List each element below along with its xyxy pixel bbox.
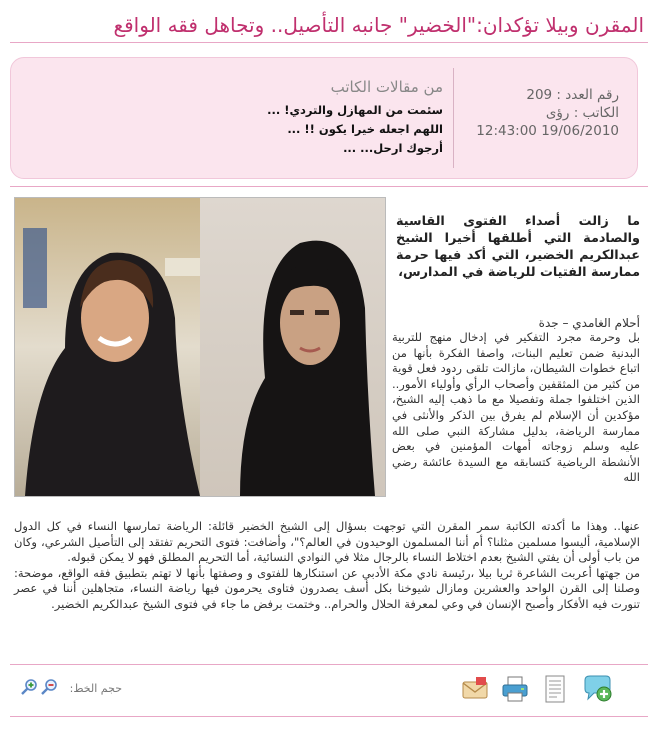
font-size-label: حجم الخط: — [69, 682, 122, 695]
zoom-out-icon[interactable] — [40, 678, 58, 696]
article-photo — [14, 197, 386, 497]
author-article-link[interactable]: سئمت من المهازل والتردي! ... — [267, 103, 443, 117]
article-title: المقرن وبيلا تؤكدان:"الخضير" جانبه التأصيل.. وتجاهل فقه الواقع — [113, 13, 644, 37]
article-paragraph: من جهتها أعربت الشاعرة ثريا بيلا ،رئيسة نادي مكة الأدبي عن استنكارها للفتوى و وصفتها بأنها لا تهتم بتطبيق فقه الواقع، موضحة: وصلنا إلى القرن الواحد والعشرين ومازال شيوخنا بكل أسف يصدرون فتاوى يحرمون فيها رياضة النساء، متجاهلين أننا في عصر تنورت فيه الأفكار وأصبح الإنسان في وعي لمعرفة الحلال والحرام.. وختمت برفض ما جاء في فتوى الشيخ عبدالكريم الخضير. — [14, 565, 640, 611]
issue-number: رقم العدد : 209 — [526, 87, 619, 103]
toolbar-divider — [10, 664, 648, 665]
article-paragraph: عنها.. وهذا ما أكدته الكاتبة سمر المقرن التي توجهت بسؤال إلى الشيخ الخضير قائلة: الرياضة تمارسها النساء في كل الدول الإسلامية، أليسوا مسلمين مثلنا؟ أم أننا المسلمون الوحيدون في العالم؟"، وأضافت: فتوى التحريم تفتقد إلى التأصيل الشرعي، وكان من باب أولى أن يفتي الشيخ بعدم اختلاط النساء بالرجال مثلا في النوادي النسائية، أما التحريم المطلق فهو لا يمكن قبوله. — [14, 519, 640, 565]
author-article-link[interactable]: اللهم اجعله خيرا يكون !! ... — [287, 122, 443, 136]
article-body-side: بل وحرمة مجرد التفكير في إدخال منهج للتربية البدنية ضمن تعليم البنات، واصفا الفكرة بأنها من اتباع خطوات الشيطان، مازالت تلقى ردود فعل قوية من كثير من المثقفين وأصحاب الرأي وأولياء الأمور.. الذين اختلفوا جملة وتفصيلا مع ما ذهب إليه الشيخ، مؤكدين أن الإسلام لم يفرق بين الذكر والأنثى في ممارسة الرياضة، بدليل مشاركة النبي صلى الله عليه وسلم زوجاته أمهات المؤمنين في بعض الأنشطة الرياضية كتسابقه مع السيدة عائشة رضي الله — [392, 330, 640, 485]
page-bottom-divider — [10, 716, 648, 717]
article-body — [14, 519, 640, 613]
section-divider — [10, 186, 648, 187]
comment-add-icon[interactable] — [582, 674, 612, 704]
title-divider — [10, 42, 648, 43]
email-icon[interactable] — [460, 674, 490, 704]
author-name: الكاتب : رؤى — [545, 105, 619, 121]
info-divider — [453, 68, 454, 168]
article-meta — [469, 86, 619, 140]
print-icon[interactable] — [500, 674, 530, 704]
article-lead: ما زالت أصداء الفتوى القاسية والصادمة التي أطلقها أخيرا الشيخ عبدالكريم الخضير، التي أكد فيها حرمة ممارسة الفتيات للرياضة في المدارس، — [396, 214, 640, 280]
zoom-in-icon[interactable] — [20, 678, 38, 696]
publish-datetime: 12:43:00 19/06/2010 — [476, 123, 619, 139]
article-byline: أحلام الغامدي – جدة — [538, 316, 640, 330]
article-info-box — [10, 57, 638, 179]
author-article-link[interactable]: أرجوك ارحل... ... — [343, 141, 443, 155]
author-articles — [71, 76, 443, 158]
author-articles-heading: من مقالات الكاتب — [330, 78, 443, 96]
article-toolbar — [10, 672, 648, 708]
document-icon[interactable] — [540, 674, 570, 704]
